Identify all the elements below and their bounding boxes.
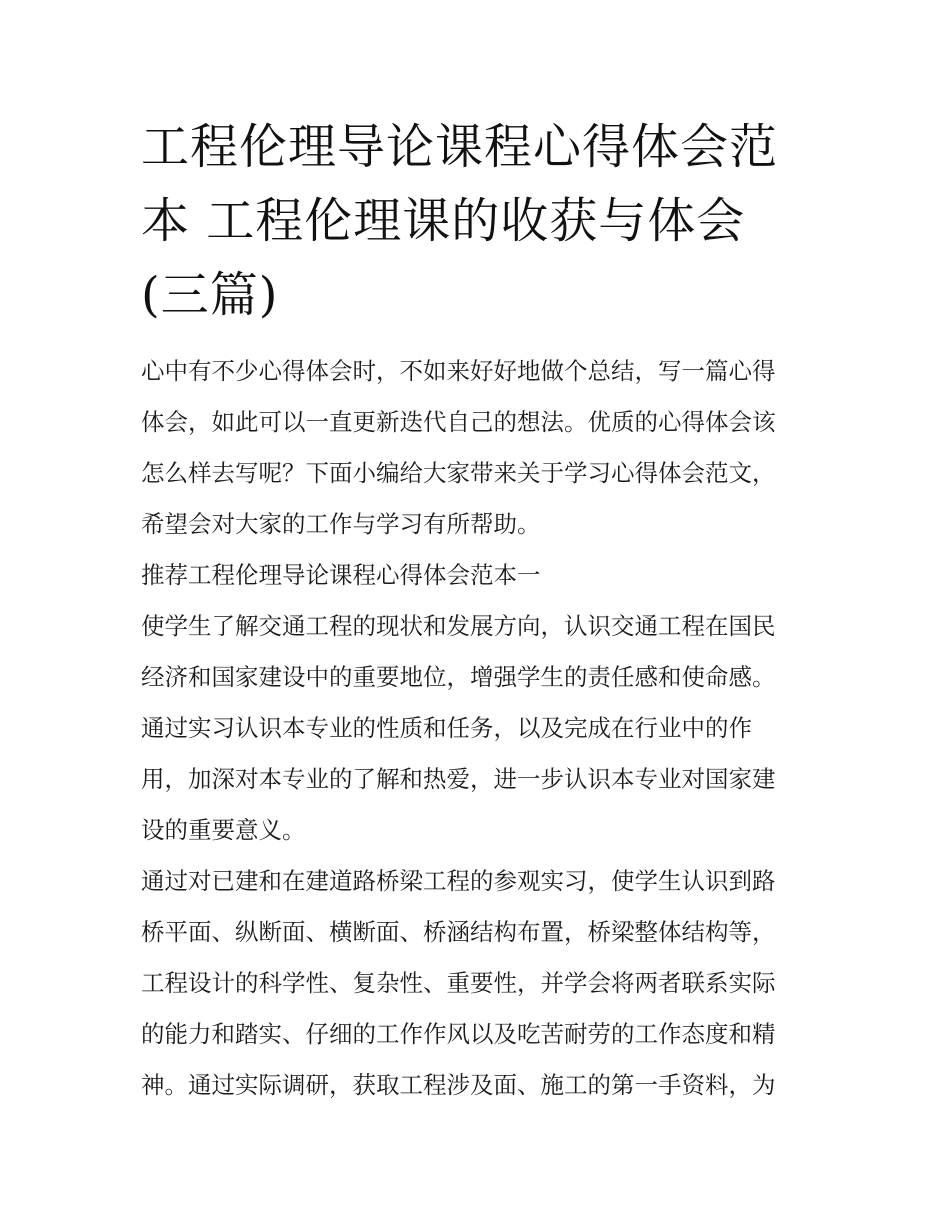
text-line: 经济和国家建设中的重要地位，增强学生的责任感和使命感。: [141, 663, 776, 691]
text-line: 神。通过实际调研，获取工程涉及面、施工的第一手资料，为: [141, 1071, 776, 1099]
document-content: [141, 110, 813, 1111]
text-line: 设的重要意义。: [141, 816, 306, 844]
title-line: 工程伦理导论课程心得体会范: [141, 119, 779, 175]
title-line: 本 工程伦理课的收获与体会: [141, 193, 746, 249]
text-line: 桥平面、纵断面、横断面、桥涵结构布置，桥梁整体结构等，: [141, 918, 776, 946]
text-line: 希望会对大家的工作与学习有所帮助。: [141, 510, 541, 538]
body-paragraph: [141, 601, 813, 856]
body-paragraph: [141, 856, 813, 1111]
title-line: (三篇): [141, 267, 279, 323]
section-heading: [141, 550, 813, 601]
intro-paragraph: [141, 346, 813, 550]
document-body: [141, 346, 813, 1111]
text-line: 通过实习认识本专业的性质和任务，以及完成在行业中的作: [141, 714, 752, 742]
text-line: 用，加深对本专业的了解和热爱，进一步认识本专业对国家建: [141, 765, 776, 793]
text-line: 心中有不少心得体会时，不如来好好地做个总结，写一篇心得: [141, 357, 776, 385]
text-line: 推荐工程伦理导论课程心得体会范本一: [141, 561, 541, 589]
text-line: 体会，如此可以一直更新迭代自己的想法。优质的心得体会该: [141, 408, 776, 436]
text-line: 工程设计的科学性、复杂性、重要性，并学会将两者联系实际: [141, 969, 776, 997]
text-line: 怎么样去写呢？下面小编给大家带来关于学习心得体会范文，: [141, 459, 776, 487]
document-title: [141, 110, 813, 332]
text-line: 通过对已建和在建道路桥梁工程的参观实习，使学生认识到路: [141, 867, 776, 895]
text-line: 的能力和踏实、仔细的工作作风以及吃苦耐劳的工作态度和精: [141, 1020, 776, 1048]
text-line: 使学生了解交通工程的现状和发展方向，认识交通工程在国民: [141, 612, 776, 640]
